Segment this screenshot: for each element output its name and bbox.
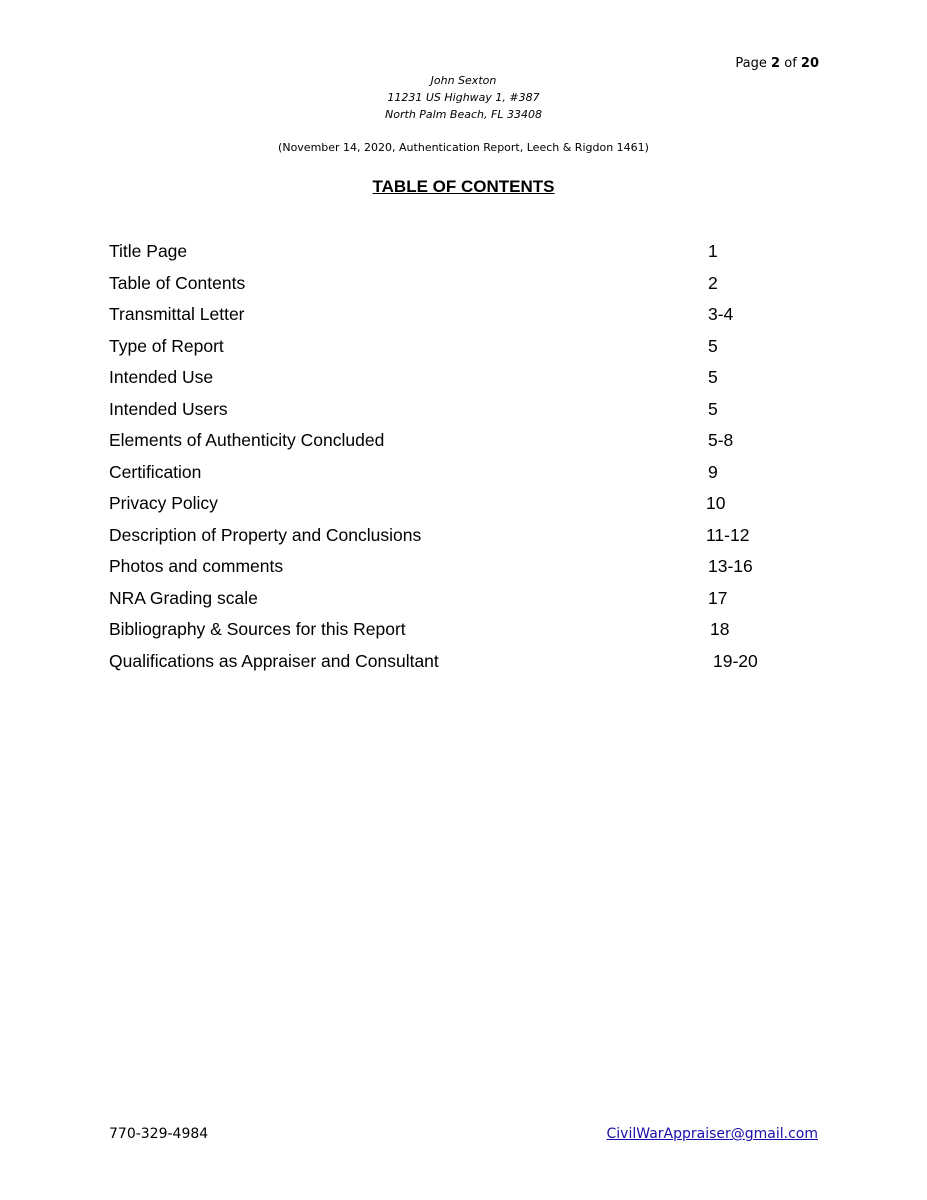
toc-entry-label: Privacy Policy (109, 493, 218, 513)
toc-entry-page: 5 (708, 398, 718, 419)
toc-title: TABLE OF CONTENTS (372, 177, 555, 196)
toc-entry (109, 334, 809, 366)
toc-entry-page: 5-8 (708, 430, 734, 450)
toc-entry-label: Type of Report (109, 335, 224, 356)
toc-entry (109, 397, 809, 429)
toc-entry-label: Transmittal Letter (109, 304, 245, 324)
footer-phone: 770-329-4984 (109, 1126, 209, 1142)
toc-entry (109, 491, 809, 523)
address-line-1: 11231 US Highway 1, #387 (387, 91, 540, 104)
toc-entry-page: 10 (706, 493, 726, 513)
toc-entry-label: Description of Property and Conclusions (109, 524, 422, 545)
toc-entry-label: NRA Grading scale (109, 587, 258, 608)
toc-entry (109, 460, 809, 492)
toc-entry-page: 1 (708, 241, 718, 261)
toc-entry (109, 365, 809, 397)
page-total: 20 (800, 56, 819, 71)
report-reference: (November 14, 2020, Authentication Report, Leech & Rigdon 1461) (278, 141, 649, 154)
toc-entry-page: 9 (708, 461, 718, 482)
toc-entry-label: Bibliography & Sources for this Report (109, 619, 406, 639)
toc-entry (109, 649, 809, 681)
page-number (735, 56, 819, 71)
toc-entry (109, 239, 809, 271)
toc-entry-page: 17 (708, 587, 728, 608)
toc-entry-page: 19-20 (713, 650, 758, 671)
toc-entry-page: 5 (708, 367, 718, 387)
toc-entry-label: Intended Use (109, 367, 214, 387)
toc-entry-label: Title Page (109, 241, 188, 261)
toc-entry-page: 3-4 (708, 304, 734, 324)
toc-entry-page: 5 (708, 335, 718, 356)
toc-entry-label: Intended Users (109, 398, 228, 419)
page-prefix: Page (735, 56, 767, 71)
toc-entry-page: 2 (708, 272, 718, 293)
toc-entry (109, 428, 809, 460)
toc-entry (109, 271, 809, 303)
toc-entry-label: Photos and comments (109, 556, 284, 576)
footer-email-link[interactable]: CivilWarAppraiser@gmail.com (606, 1126, 818, 1142)
toc-entry-page: 13-16 (708, 556, 753, 576)
toc-entry (109, 617, 809, 649)
toc-entry (109, 523, 809, 555)
page-current: 2 (771, 56, 781, 71)
address-line-2: North Palm Beach, FL 33408 (385, 108, 542, 121)
page-of: of (784, 56, 797, 71)
toc-entry-page: 11-12 (706, 524, 750, 545)
toc-entry-label: Elements of Authenticity Concluded (109, 430, 385, 450)
toc-entry (109, 302, 809, 334)
toc-entry-label: Qualifications as Appraiser and Consultant (109, 650, 439, 671)
toc-entry-page: 18 (710, 619, 730, 639)
toc-entry (109, 554, 809, 586)
toc-entry-label: Table of Contents (109, 272, 246, 293)
author-name: John Sexton (430, 74, 497, 87)
toc-list (109, 239, 809, 680)
toc-entry (109, 586, 809, 618)
toc-entry-label: Certification (109, 461, 202, 482)
